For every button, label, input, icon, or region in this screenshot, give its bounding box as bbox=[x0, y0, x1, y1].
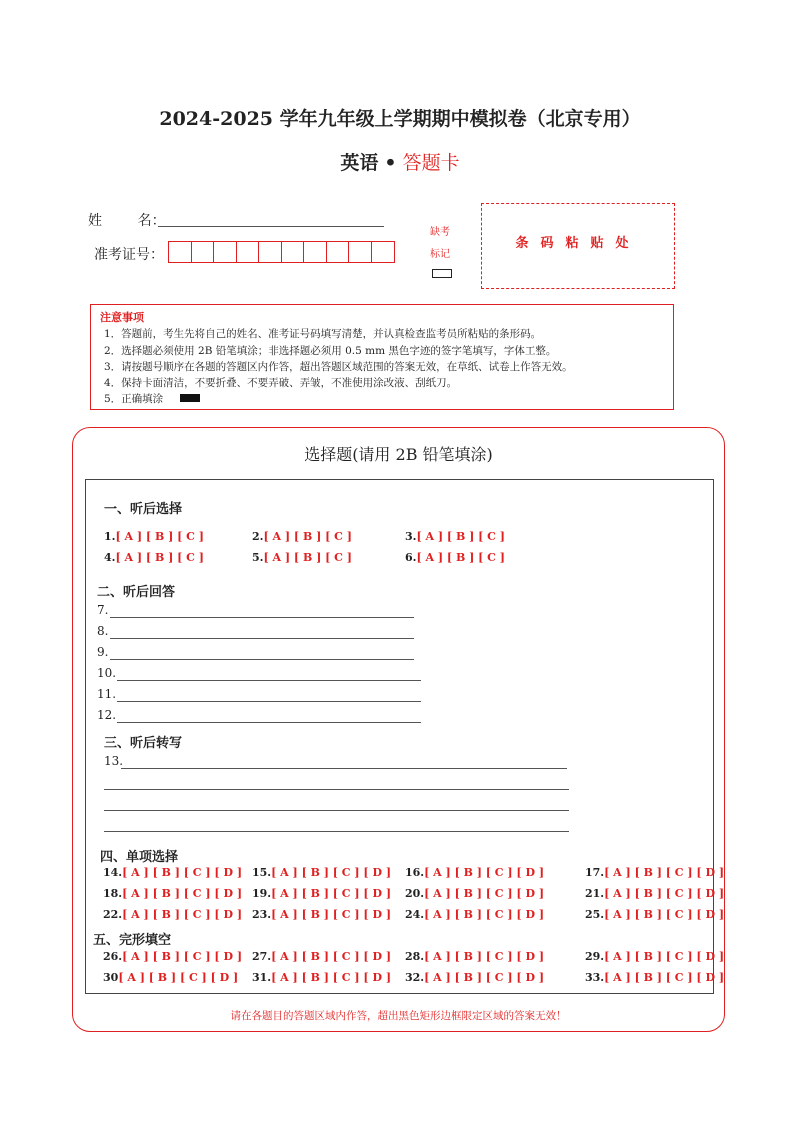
answer-number: 7. bbox=[97, 603, 109, 617]
question-33[interactable]: 33.[ A ] [ B ] [ C ] [ D ] bbox=[585, 971, 725, 984]
footer-note: 请在各题目的答题区域内作答，超出黑色矩形边框限定区域的答案无效！ bbox=[230, 1010, 567, 1022]
answer-number: 12. bbox=[97, 708, 117, 722]
section-title: 五、完形填空 bbox=[93, 933, 172, 948]
transcribe-line[interactable] bbox=[104, 789, 569, 790]
notice-line: 1．答题前，考生先将自己的姓名、准考证号码填写清楚，并认真检查监考员所粘贴的条形码。 bbox=[104, 328, 542, 340]
question-19[interactable]: 19.[ A ] [ B ] [ C ] [ D ] bbox=[252, 887, 392, 900]
question-29[interactable]: 29.[ A ] [ B ] [ C ] [ D ] bbox=[585, 950, 725, 963]
question-18[interactable]: 18.[ A ] [ B ] [ C ] [ D ] bbox=[103, 887, 243, 900]
digit-box[interactable] bbox=[327, 242, 350, 262]
name-field[interactable] bbox=[158, 226, 384, 227]
section-title: 二、听后回答 bbox=[97, 585, 176, 600]
question-14[interactable]: 14.[ A ] [ B ] [ C ] [ D ] bbox=[103, 866, 243, 879]
question-17[interactable]: 17.[ A ] [ B ] [ C ] [ D ] bbox=[585, 866, 725, 879]
transcribe-line[interactable] bbox=[104, 831, 569, 832]
answer-number: 13. bbox=[104, 754, 124, 768]
section-title: 一、听后选择 bbox=[104, 502, 183, 517]
answer-line-10[interactable] bbox=[117, 680, 421, 681]
question-30[interactable]: 30[ A ] [ B ] [ C ] [ D ] bbox=[103, 971, 239, 984]
question-27[interactable]: 27.[ A ] [ B ] [ C ] [ D ] bbox=[252, 950, 392, 963]
question-32[interactable]: 32.[ A ] [ B ] [ C ] [ D ] bbox=[405, 971, 545, 984]
card-label: 答题卡 bbox=[402, 152, 460, 174]
digit-box[interactable] bbox=[214, 242, 237, 262]
answer-number: 10. bbox=[97, 666, 117, 680]
name-label: 姓 名： bbox=[88, 213, 166, 229]
subtitle-separator: • bbox=[384, 152, 397, 174]
digit-box[interactable] bbox=[192, 242, 215, 262]
section-title: 四、单项选择 bbox=[100, 850, 179, 865]
question-15[interactable]: 15.[ A ] [ B ] [ C ] [ D ] bbox=[252, 866, 392, 879]
question-3[interactable]: 3.[ A ] [ B ] [ C ] bbox=[405, 530, 505, 543]
answer-line-7[interactable] bbox=[110, 617, 414, 618]
notice-title: 注意事项 bbox=[100, 311, 144, 324]
answer-number: 11. bbox=[97, 687, 117, 701]
transcribe-line[interactable] bbox=[104, 810, 569, 811]
answer-number: 9. bbox=[97, 645, 109, 659]
absent-mark-label: 缺考标记 bbox=[430, 227, 450, 260]
question-20[interactable]: 20.[ A ] [ B ] [ C ] [ D ] bbox=[405, 887, 545, 900]
digit-box[interactable] bbox=[237, 242, 260, 262]
section-header: 选择题(请用 2B 铅笔填涂) bbox=[304, 445, 493, 464]
exam-number-label: 准考证号： bbox=[94, 247, 164, 263]
exam-number-boxes[interactable] bbox=[168, 241, 395, 263]
answer-line-9[interactable] bbox=[110, 659, 414, 660]
correct-fill-sample bbox=[180, 394, 200, 402]
notice-line: 2．选择题必须使用 2B 铅笔填涂；非选择题必须用 0.5 mm 黑色字迹的签字笔填写，字体工整。 bbox=[104, 345, 557, 357]
answer-number: 8. bbox=[97, 624, 109, 638]
transcribe-line[interactable] bbox=[121, 768, 567, 769]
digit-box[interactable] bbox=[349, 242, 372, 262]
subject-label: 英语 bbox=[340, 152, 379, 174]
absent-mark-box[interactable] bbox=[432, 269, 452, 278]
question-6[interactable]: 6.[ A ] [ B ] [ C ] bbox=[405, 551, 505, 564]
digit-box[interactable] bbox=[169, 242, 192, 262]
question-28[interactable]: 28.[ A ] [ B ] [ C ] [ D ] bbox=[405, 950, 545, 963]
answer-line-8[interactable] bbox=[110, 638, 414, 639]
question-31[interactable]: 31.[ A ] [ B ] [ C ] [ D ] bbox=[252, 971, 392, 984]
question-1[interactable]: 1.[ A ] [ B ] [ C ] bbox=[104, 530, 204, 543]
barcode-label: 条码粘贴处 bbox=[515, 236, 641, 251]
digit-box[interactable] bbox=[259, 242, 282, 262]
question-21[interactable]: 21.[ A ] [ B ] [ C ] [ D ] bbox=[585, 887, 725, 900]
question-16[interactable]: 16.[ A ] [ B ] [ C ] [ D ] bbox=[405, 866, 545, 879]
question-4[interactable]: 4.[ A ] [ B ] [ C ] bbox=[104, 551, 204, 564]
notice-line: 5．正确填涂 bbox=[104, 393, 164, 405]
question-25[interactable]: 25.[ A ] [ B ] [ C ] [ D ] bbox=[585, 908, 725, 921]
question-22[interactable]: 22.[ A ] [ B ] [ C ] [ D ] bbox=[103, 908, 243, 921]
answer-line-11[interactable] bbox=[117, 701, 421, 702]
question-23[interactable]: 23.[ A ] [ B ] [ C ] [ D ] bbox=[252, 908, 392, 921]
section-title: 三、听后转写 bbox=[104, 736, 183, 751]
question-2[interactable]: 2.[ A ] [ B ] [ C ] bbox=[252, 530, 352, 543]
question-26[interactable]: 26.[ A ] [ B ] [ C ] [ D ] bbox=[103, 950, 243, 963]
digit-box[interactable] bbox=[282, 242, 305, 262]
page-subtitle bbox=[0, 148, 800, 175]
question-5[interactable]: 5.[ A ] [ B ] [ C ] bbox=[252, 551, 352, 564]
digit-box[interactable] bbox=[304, 242, 327, 262]
digit-box[interactable] bbox=[372, 242, 395, 262]
notice-line: 4．保持卡面清洁，不要折叠、不要弄破、弄皱，不准使用涂改液、刮纸刀。 bbox=[104, 377, 458, 389]
question-24[interactable]: 24.[ A ] [ B ] [ C ] [ D ] bbox=[405, 908, 545, 921]
notice-line: 3．请按题号顺序在各题的答题区内作答，超出答题区域范围的答案无效，在草纸、试卷上作答无效。 bbox=[104, 361, 573, 373]
answer-line-12[interactable] bbox=[117, 722, 421, 723]
page-title: 2024-2025 学年九年级上学期期中模拟卷（北京专用） bbox=[159, 108, 641, 130]
